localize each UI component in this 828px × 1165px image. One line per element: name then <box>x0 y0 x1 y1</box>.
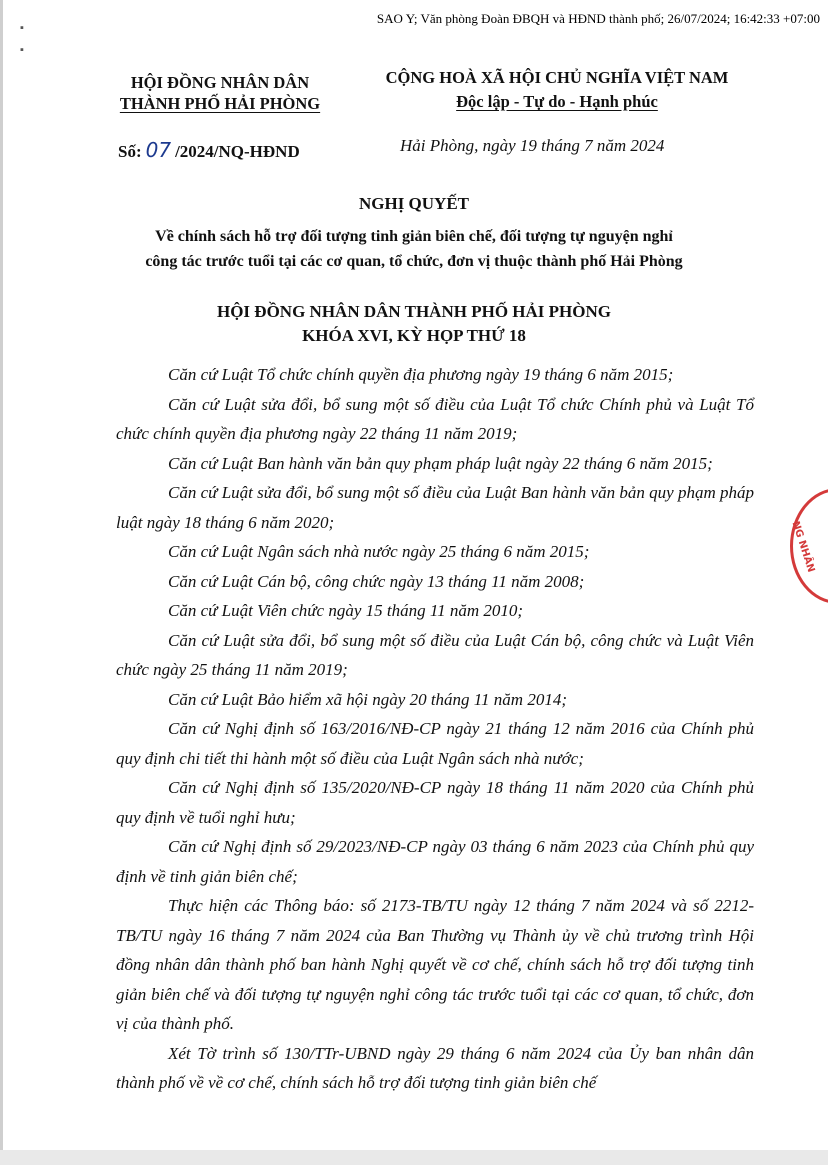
digital-copy-stamp: SAO Y; Văn phòng Đoàn ĐBQH và HĐND thành phố; 26/07/2024; 16:42:33 +07:00 <box>376 11 820 26</box>
subtitle-line-2: công tác trước tuổi tại các cơ quan, tổ chức, đơn vị thuộc thành phố Hải Phòng <box>145 253 683 270</box>
subtitle-line-1: Về chính sách hỗ trợ đối tượng tinh giản biên chế, đối tượng tự nguyện nghỉ <box>155 228 673 245</box>
page-bottom-shadow <box>0 1150 828 1165</box>
page-left-edge <box>0 0 3 1165</box>
council-line-2: KHÓA XVI, KỲ HỌP THỨ 18 <box>302 326 526 345</box>
national-motto <box>352 66 762 114</box>
preamble-paragraph: Căn cứ Luật sửa đổi, bổ sung một số điều của Luật Ban hành văn bản quy phạm pháp luật ngày 18 tháng 6 năm 2020; <box>116 483 754 532</box>
doc-number-handwritten: 07 <box>145 138 172 162</box>
seal-text: NG NHÂN <box>789 520 817 574</box>
preamble-paragraph: Căn cứ Luật sửa đổi, bổ sung một số điều của Luật Tổ chức Chính phủ và Luật Tổ chức chính quyền địa phương ngày 22 tháng 11 năm 2019; <box>116 394 754 443</box>
preamble-paragraph: Căn cứ Luật Ban hành văn bản quy phạm pháp luật ngày 22 tháng 6 năm 2015; <box>168 453 713 473</box>
issuer-line-2: THÀNH PHỐ HẢI PHÒNG <box>119 94 321 113</box>
preamble-paragraph: Căn cứ Luật Tổ chức chính quyền địa phương ngày 19 tháng 6 năm 2015; <box>168 365 674 384</box>
council-heading <box>80 300 748 348</box>
preamble-paragraph: Căn cứ Luật sửa đổi, bổ sung một số điều của Luật Cán bộ, công chức và Luật Viên chức ngày 25 tháng 11 năm 2019; <box>116 630 754 679</box>
issuer-line-1: HỘI ĐỒNG NHÂN DÂN <box>130 73 310 92</box>
margin-mark: ▪ <box>20 44 24 56</box>
preamble-paragraph: Căn cứ Luật Cán bộ, công chức ngày 13 tháng 11 năm 2008; <box>168 571 585 591</box>
preamble-paragraph: Xét Tờ trình số 130/TTr-UBND ngày 29 tháng 6 năm 2024 của Ủy ban nhân dân thành phố về về cơ chế, chính sách hỗ trợ đối tượng tinh giản biên chế <box>116 1043 754 1092</box>
doc-number-prefix: Số: <box>118 142 142 161</box>
date-line: Hải Phòng, ngày 19 tháng 7 năm 2024 <box>400 136 665 155</box>
preamble-paragraph: Căn cứ Nghị định số 163/2016/NĐ-CP ngày 21 tháng 12 năm 2016 của Chính phủ quy định chi tiết thi hành một số điều của Luật Ngân sách nhà nước; <box>116 719 754 768</box>
motto-line: Độc lập - Tự do - Hạnh phúc <box>456 92 658 111</box>
preamble-paragraph: Căn cứ Luật Ngân sách nhà nước ngày 25 tháng 6 năm 2015; <box>168 542 590 561</box>
preamble-paragraph: Thực hiện các Thông báo: số 2173-TB/TU ngày 12 tháng 7 năm 2024 và số 2212-TB/TU ngày 16 tháng 7 năm 2024 của Ban Thường vụ Thành ủy về chủ trương trình Hội đồng nhân dân thành phố ban hành Nghị quyết về cơ chế, chính sách hỗ trợ đối tượng tinh giản biên chế và đối tượng tự nguyện nghỉ công tác trước tuổi tại các cơ quan, tổ chức, đơn vị của thành phố. <box>116 896 754 1033</box>
preamble-paragraph: Căn cứ Luật Bảo hiểm xã hội ngày 20 tháng 11 năm 2014; <box>168 689 567 709</box>
preamble-paragraph: Căn cứ Nghị định số 135/2020/NĐ-CP ngày 18 tháng 11 năm 2020 của Chính phủ quy định về tuổi nghỉ hưu; <box>116 778 754 827</box>
preamble-paragraph: Căn cứ Luật Viên chức ngày 15 tháng 11 năm 2010; <box>168 601 524 620</box>
margin-mark: ▪ <box>20 22 24 34</box>
preamble-body <box>116 360 754 1098</box>
country-name: CỘNG HOÀ XÃ HỘI CHỦ NGHĨA VIỆT NAM <box>385 68 729 87</box>
document-subtitle <box>80 224 748 274</box>
issuing-authority <box>90 72 350 114</box>
doc-number-suffix: /2024/NQ-HĐND <box>175 142 300 161</box>
council-line-1: HỘI ĐỒNG NHÂN DÂN THÀNH PHỐ HẢI PHÒNG <box>216 302 611 321</box>
red-seal-stamp <box>790 488 828 604</box>
document-number <box>118 138 300 162</box>
preamble-paragraph: Căn cứ Nghị định số 29/2023/NĐ-CP ngày 03 tháng 6 năm 2023 của Chính phủ quy định về tinh giản biên chế; <box>116 837 754 886</box>
document-title: NGHỊ QUYẾT <box>358 194 470 213</box>
